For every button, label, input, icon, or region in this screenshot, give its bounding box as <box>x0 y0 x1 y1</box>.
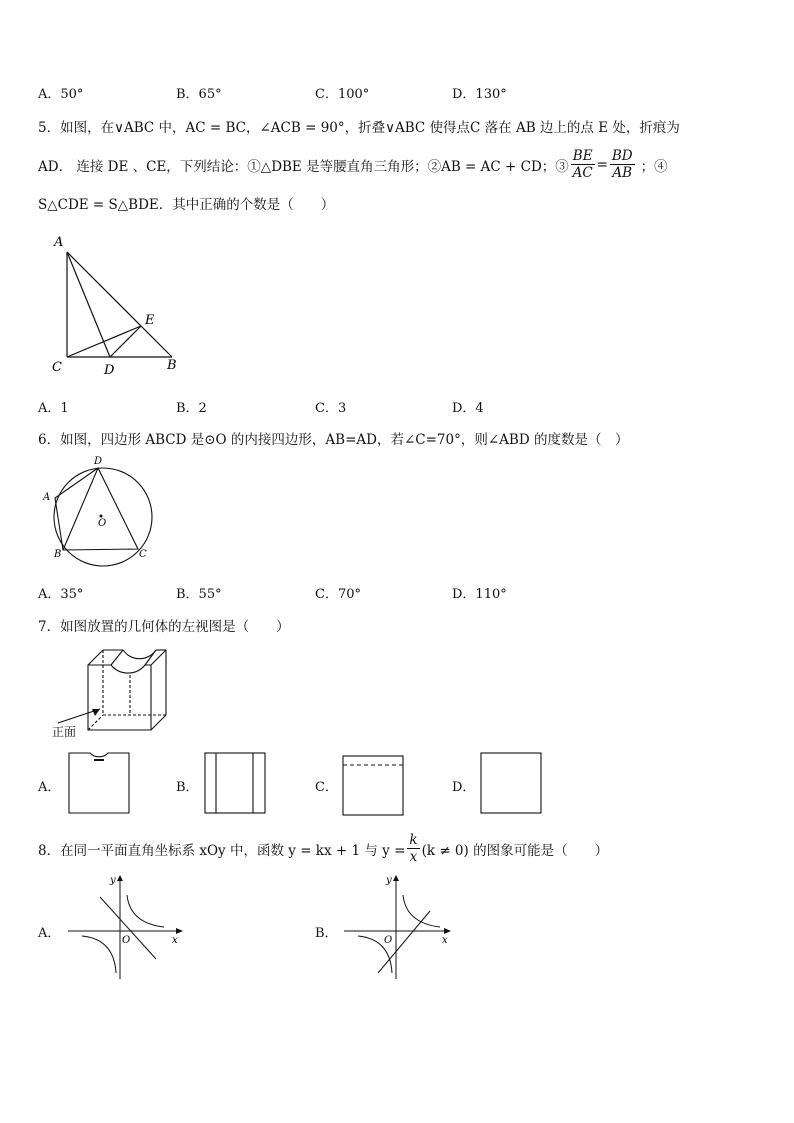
q8b-label-x: x <box>442 935 448 946</box>
q7-option-b: B． <box>176 780 199 795</box>
q8b-label-y: y <box>386 875 392 886</box>
q8-question <box>38 832 608 865</box>
q6-circle-figure <box>40 453 160 563</box>
q7-front-label: 正面 <box>52 725 77 739</box>
q7-question: 7．如图放置的几何体的左视图是（ ） <box>38 619 290 635</box>
q8-graph-a <box>64 875 184 985</box>
q8a-label-y: y <box>110 875 116 886</box>
q8b-label-o: O <box>384 935 393 946</box>
q7-view-c <box>342 755 406 817</box>
q6-option-d: D．110° <box>452 587 507 602</box>
q5-fraction-1 <box>571 148 595 181</box>
q7-arrow-head <box>92 709 100 716</box>
q8b-hyperbola-q1 <box>403 895 440 927</box>
q6-label-b: B <box>54 549 62 560</box>
q8-frac-num: k <box>409 832 418 848</box>
q5-triangle-figure <box>40 228 200 378</box>
q5-frac1-den: AC <box>572 165 593 181</box>
q5-label-c: C <box>52 360 62 375</box>
q6-label-a: A <box>43 492 51 503</box>
q5-option-c: C．3 <box>315 401 347 416</box>
q6-option-c: C．70° <box>315 587 361 602</box>
q5-line1: 5．如图，在∨ABC 中，AC = BC，∠ACB = 90°，折叠∨ABC 使得点C 落在 AB 边上的点 E 处，折痕为 <box>38 120 680 136</box>
q5-label-d: D <box>104 363 115 378</box>
q5-side-ab <box>67 252 172 357</box>
q5-label-e: E <box>145 313 155 328</box>
q8-graph-b <box>340 875 460 985</box>
q7-view-a <box>68 752 132 816</box>
q5-segment-de <box>110 326 141 357</box>
q4-option-a: A．50° <box>38 87 84 102</box>
q5-option-d: D．4 <box>452 401 484 416</box>
q7-option-d: D． <box>452 780 476 795</box>
q5-frac2-den: AB <box>612 165 633 181</box>
q6-question: 6．如图，四边形 ABCD 是⊙O 的内接四边形，AB=AD，若∠C=70°，则∠ABD 的度数是（ ） <box>38 432 629 448</box>
q8-fraction <box>407 832 419 865</box>
q6-label-d: D <box>94 456 103 467</box>
q5-line2 <box>38 148 668 181</box>
q5-line2-text: AD． 连接 DE 、CE，下列结论：①△DBE 是等腰直角三角形；②AB = AC + CD；③ <box>38 158 569 175</box>
q6-option-a: A．35° <box>38 587 84 602</box>
q8a-hyperbola-q1 <box>127 895 164 927</box>
q5-label-a: A <box>54 235 64 250</box>
q8-option-b: B． <box>315 926 338 941</box>
q5-segment-ce <box>67 326 141 357</box>
q7-option-c: C． <box>315 780 338 795</box>
q6-option-b: B．55° <box>176 587 222 602</box>
q8-frac-den: x <box>409 849 418 865</box>
q8-text-a: 8．在同一平面直角坐标系 xOy 中，函数 y = kx + 1 与 y = <box>38 842 406 859</box>
q5-label-b: B <box>167 358 177 373</box>
q8-option-a: A． <box>38 926 61 941</box>
q6-circle <box>54 468 152 566</box>
q4-option-c: C．100° <box>315 87 370 102</box>
q8a-hyperbola-q3 <box>82 936 116 973</box>
q5-line2-end: ；④ <box>640 158 668 175</box>
q5-equals: = <box>596 156 608 173</box>
q7-view-d <box>480 752 544 816</box>
q5-frac2-num: BD <box>611 148 633 164</box>
q7-view-b <box>204 752 268 816</box>
q5-option-a: A．1 <box>38 401 69 416</box>
q5-fraction-2 <box>610 148 635 181</box>
q8-text-b: (k ≠ 0) 的图象可能是（ ） <box>421 842 609 859</box>
q6-label-o: O <box>98 518 107 529</box>
q6-quadrilateral <box>55 468 138 550</box>
q8a-label-x: x <box>172 935 178 946</box>
q5-option-b: B．2 <box>176 401 207 416</box>
q8a-label-o: O <box>122 935 131 946</box>
q5-line3: S△CDE = S△BDE．其中正确的个数是（ ） <box>38 197 335 213</box>
q4-option-d: D．130° <box>452 87 507 102</box>
q4-option-b: B．65° <box>176 87 222 102</box>
q6-label-c: C <box>139 549 147 560</box>
q7-front-face <box>88 665 151 730</box>
q5-frac1-num: BE <box>572 148 593 164</box>
q7-option-a: A． <box>38 780 61 795</box>
